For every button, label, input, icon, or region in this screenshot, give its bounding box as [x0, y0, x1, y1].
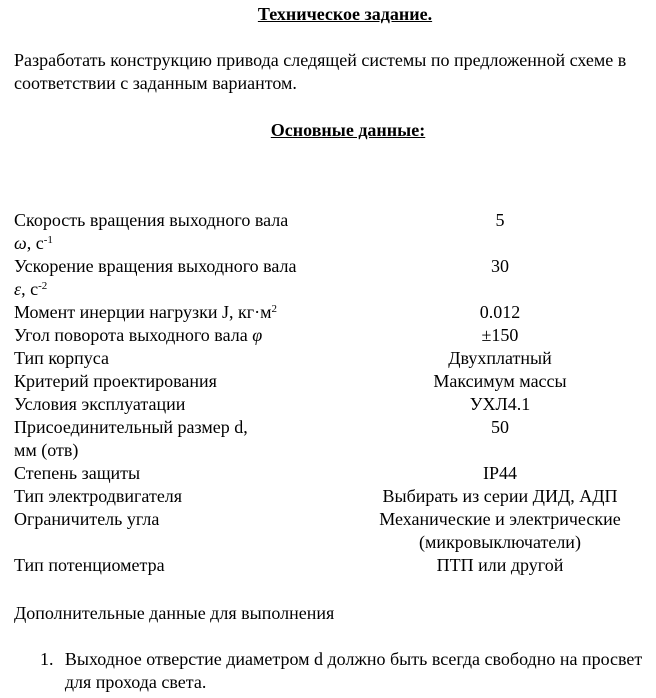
parameter-row: [14, 462, 656, 485]
parameter-value: 0.012: [479, 302, 521, 322]
parameter-row: [14, 554, 656, 577]
list-item-number: 1.: [40, 649, 54, 669]
parameter-value: Механические и электрические (микровыключатели): [379, 509, 621, 552]
parameters-table: [14, 209, 656, 577]
parameter-value: IP44: [482, 463, 517, 483]
parameter-label: Угол поворота выходного вала φ: [14, 325, 263, 345]
parameter-row: [14, 370, 656, 393]
parameter-value: ±150: [481, 325, 519, 345]
parameter-label: Степень защиты: [14, 463, 141, 483]
document-title: Техническое задание.: [257, 4, 433, 24]
parameter-row: [14, 255, 656, 301]
parameter-row: [14, 301, 656, 324]
list-item: [40, 648, 646, 694]
parameter-value: 5: [495, 210, 505, 230]
parameter-row: [14, 347, 656, 370]
parameter-value: Выбирать из серии ДИД, АДП: [382, 486, 618, 506]
parameter-row: [14, 508, 656, 554]
parameter-label: Ускорение вращения выходного вала ε, $с^{-2}$: [14, 256, 297, 299]
parameter-value: УХЛ4.1: [469, 394, 531, 414]
parameter-label: Условия эксплуатации: [14, 394, 186, 414]
parameter-label: Тип электродвигателя: [14, 486, 183, 506]
parameter-value: 50: [491, 417, 509, 437]
parameter-row: [14, 485, 656, 508]
section-title: Основные данные:: [270, 120, 426, 140]
parameter-label: Тип потенциометра: [14, 555, 165, 575]
parameter-value: ПТП или другой: [436, 555, 564, 575]
parameter-row: [14, 393, 656, 416]
intro-paragraph: Разработать конструкцию привода следящей системы по предложенной схеме в соответствии с заданным вариантом.: [14, 50, 627, 93]
numbered-list: [40, 648, 646, 694]
list-item-text: Выходное отверстие диаметром d должно быть всегда свободно на просвет для прохода света.: [64, 649, 643, 692]
parameter-label: Присоединительный размер d, мм (отв): [14, 417, 248, 460]
parameter-value: Двухплатный: [448, 348, 552, 368]
parameter-value: Максимум массы: [433, 371, 567, 391]
additional-data-heading: Дополнительные данные для выполнения: [14, 603, 335, 623]
parameter-label: Скорость вращения выходного вала ω, $с^{-1}$: [14, 210, 289, 253]
parameter-row: [14, 416, 656, 462]
parameter-value: 30: [491, 256, 509, 276]
parameter-row: [14, 324, 656, 347]
parameter-label: Тип корпуса: [14, 348, 109, 368]
parameter-label: Критерий проектирования: [14, 371, 217, 391]
parameter-label: Момент инерции нагрузки J, $кг\cdot м^2$: [14, 302, 278, 322]
parameter-row: [14, 209, 656, 255]
parameter-label: Ограничитель угла: [14, 509, 160, 529]
